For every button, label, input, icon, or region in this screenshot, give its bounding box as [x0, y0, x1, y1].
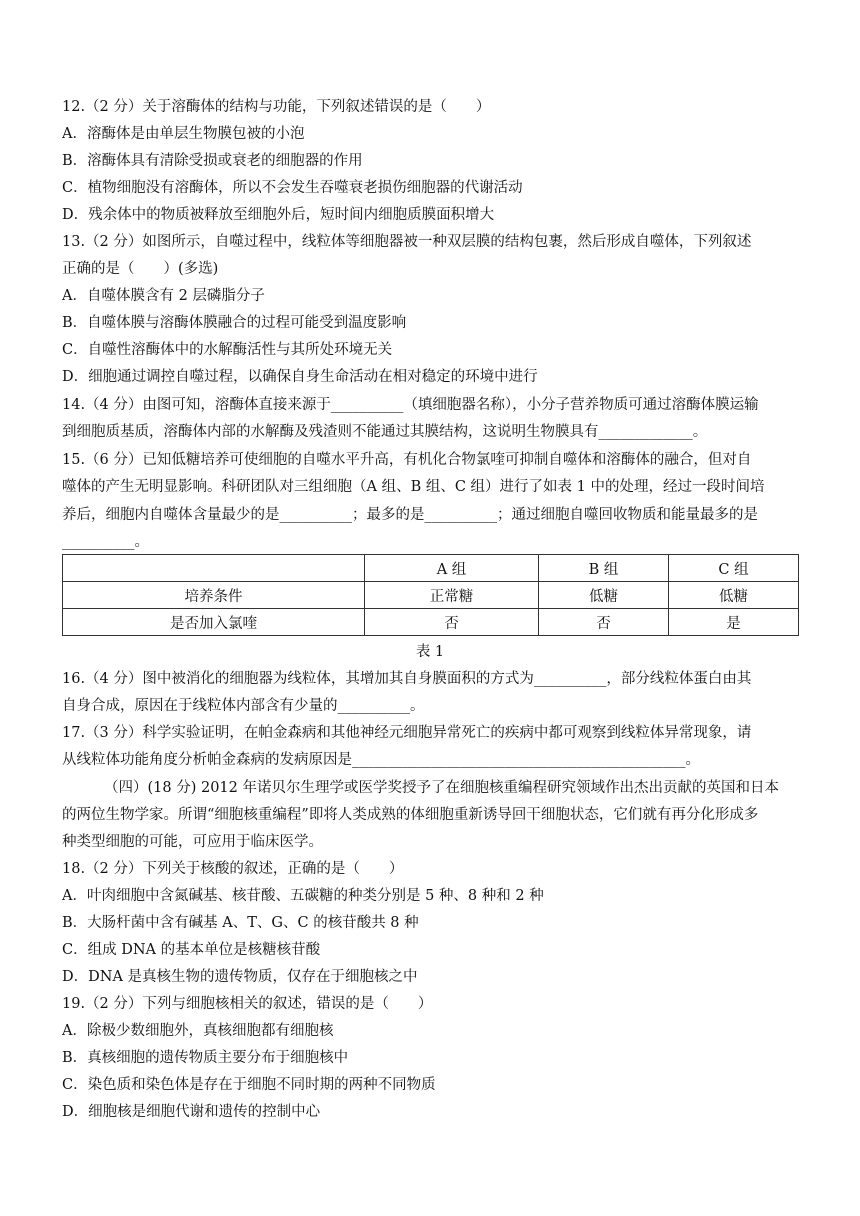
q13-stem-line2: 正确的是（ ）(多选): [62, 261, 219, 277]
q12-option-b: B．溶酶体具有清除受损或衰老的细胞器的作用: [62, 153, 363, 169]
table-cell: 否: [365, 609, 539, 636]
section-4-intro-line1: （四）(18 分) 2012 年诺贝尔生理学或医学奖授予了在细胞核重编程研究领域作出杰出贡献的英国和日本: [104, 780, 779, 796]
q14-line1: 14.（4 分）由图可知，溶酶体直接来源于__________（填细胞器名称），小分子营养物质可通过溶酶体膜运输: [62, 397, 759, 413]
q12-option-c: C．植物细胞没有溶酶体，所以不会发生吞噬衰老损伤细胞器的代谢活动: [62, 180, 523, 196]
table-caption: 表 1: [415, 644, 445, 660]
q15-line3: 养后，细胞内自噬体含量最少的是__________；最多的是__________；通过细胞自噬回收物质和能量最多的是: [62, 507, 758, 523]
table-cell: 是: [669, 609, 799, 636]
table-cell: 培养条件: [63, 582, 365, 609]
section-4-intro-line3: 种类型细胞的可能，可应用于临床医学。: [62, 834, 323, 850]
q12-option-a: A．溶酶体是由单层生物膜包被的小泡: [62, 126, 305, 142]
q17-line1: 17.（3 分）科学实验证明，在帕金森病和其他神经元细胞异常死亡的疾病中都可观察到线粒体异常现象，请: [62, 725, 752, 741]
q18-option-b: B．大肠杆菌中含有碱基 A、T、G、C 的核苷酸共 8 种: [62, 915, 419, 931]
table-cell: 低糖: [669, 582, 799, 609]
q15-line4: __________。: [62, 534, 149, 550]
table-row: [63, 609, 799, 636]
table-header-cell: [63, 555, 365, 582]
q15-line1: 15.（6 分）已知低糖培养可使细胞的自噬水平升高，有机化合物氯喹可抑制自噬体和溶酶体的融合，但对自: [62, 452, 752, 468]
q13-option-b: B．自噬体膜与溶酶体膜融合的过程可能受到温度影响: [62, 315, 407, 331]
q19-stem: 19.（2 分）下列与细胞核相关的叙述，错误的是（ ）: [62, 996, 433, 1012]
table-cell: 低糖: [539, 582, 669, 609]
q14-line2: 到细胞质基质，溶酶体内部的水解酶及残渣则不能通过其膜结构，这说明生物膜具有_____________。: [62, 424, 708, 440]
q12-option-d: D．残余体中的物质被释放至细胞外后，短时间内细胞质膜面积增大: [62, 207, 495, 223]
q18-option-c: C．组成 DNA 的基本单位是核糖核苷酸: [62, 942, 321, 958]
q13-option-a: A．自噬体膜含有 2 层磷脂分子: [62, 288, 265, 304]
table-cell: 正常糖: [365, 582, 539, 609]
table-1: [62, 554, 799, 636]
q18-option-a: A．叶肉细胞中含氮碱基、核苷酸、五碳糖的种类分别是 5 种、8 种和 2 种: [62, 888, 544, 904]
q12-stem: 12.（2 分）关于溶酶体的结构与功能，下列叙述错误的是（ ）: [62, 99, 491, 115]
section-4-intro-line2: 的两位生物学家。所谓“细胞核重编程”即将人类成熟的体细胞重新诱导回干细胞状态，它们就有再分化形成多: [62, 807, 759, 823]
q16-line1: 16.（4 分）图中被消化的细胞器为线粒体，其增加其自身膜面积的方式为__________，部分线粒体蛋白由其: [62, 671, 752, 687]
q13-option-c: C．自噬性溶酶体中的水解酶活性与其所处环境无关: [62, 342, 393, 358]
table-cell: 否: [539, 609, 669, 636]
q16-line2: 自身合成，原因在于线粒体内部含有少量的__________。: [62, 698, 425, 714]
table-header-row: [63, 555, 799, 582]
q17-line2: 从线粒体功能角度分析帕金森病的发病原因是______________________________________________。: [62, 752, 700, 768]
q19-option-c: C．染色质和染色体是存在于细胞不同时期的两种不同物质: [62, 1077, 436, 1093]
q19-option-a: A．除极少数细胞外，真核细胞都有细胞核: [62, 1023, 334, 1039]
table-row: [63, 582, 799, 609]
table-cell: 是否加入氯喹: [63, 609, 365, 636]
table-header-cell: C 组: [669, 555, 799, 582]
table-header-cell: B 组: [539, 555, 669, 582]
q18-stem: 18.（2 分）下列关于核酸的叙述，正确的是（ ）: [62, 861, 404, 877]
q13-stem-line1: 13.（2 分）如图所示，自噬过程中，线粒体等细胞器被一种双层膜的结构包裹，然后形成自噬体，下列叙述: [62, 234, 752, 250]
q13-option-d: D．细胞通过调控自噬过程，以确保自身生命活动在相对稳定的环境中进行: [62, 369, 538, 385]
q19-option-d: D．细胞核是细胞代谢和遗传的控制中心: [62, 1104, 321, 1120]
q18-option-d: D．DNA 是真核生物的遗传物质，仅存在于细胞核之中: [62, 969, 418, 985]
q15-line2: 噬体的产生无明显影响。科研团队对三组细胞（A 组、B 组、C 组）进行了如表 1 中的处理，经过一段时间培: [62, 479, 765, 495]
table-header-cell: A 组: [365, 555, 539, 582]
q19-option-b: B．真核细胞的遗传物质主要分布于细胞核中: [62, 1050, 349, 1066]
